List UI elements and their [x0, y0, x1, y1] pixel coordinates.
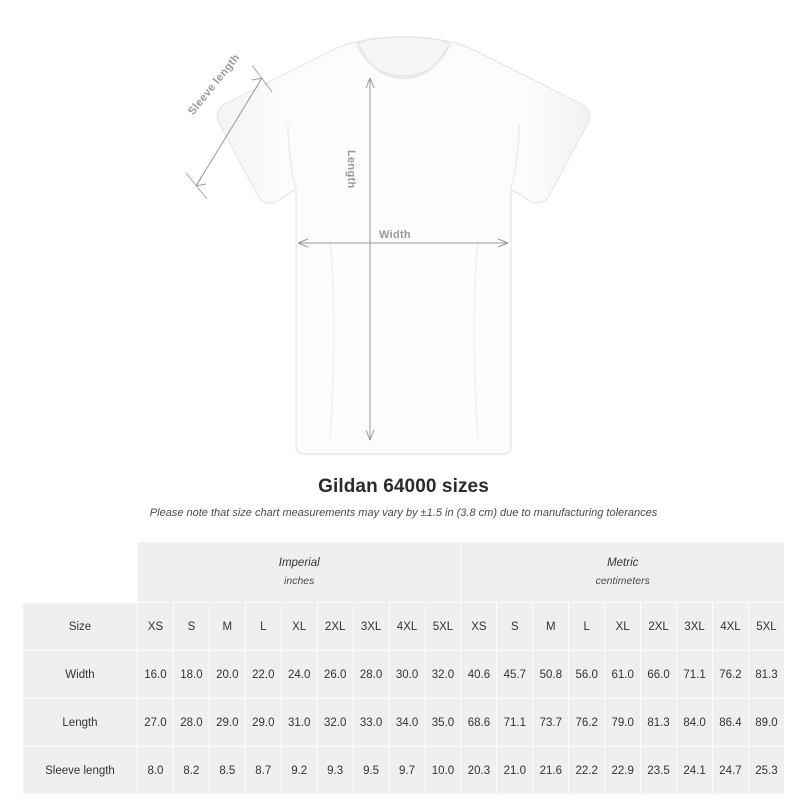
cell-sleeve-metric-4xl: 24.7	[713, 747, 749, 795]
cell-length-imperial-l: 29.0	[245, 699, 281, 747]
cell-width-metric-3xl: 71.1	[677, 651, 713, 699]
cell-length-metric-xs: 68.6	[461, 699, 497, 747]
size-header-metric-xs: XS	[461, 603, 497, 651]
cell-length-metric-l: 76.2	[569, 699, 605, 747]
cell-length-metric-xl: 79.0	[605, 699, 641, 747]
length-label: Length	[345, 150, 357, 189]
row-label-length: Length	[23, 699, 138, 747]
size-header-metric-m: M	[533, 603, 569, 651]
size-header-imperial-s: S	[173, 603, 209, 651]
size-header-metric-2xl: 2XL	[641, 603, 677, 651]
cell-sleeve-imperial-5xl: 10.0	[425, 747, 461, 795]
size-header-imperial-xl: XL	[281, 603, 317, 651]
size-chart-table	[22, 541, 785, 795]
cell-length-metric-4xl: 86.4	[713, 699, 749, 747]
size-header-imperial-xs: XS	[138, 603, 174, 651]
size-header-imperial-2xl: 2XL	[317, 603, 353, 651]
cell-width-imperial-4xl: 30.0	[389, 651, 425, 699]
cell-width-imperial-s: 18.0	[173, 651, 209, 699]
cell-width-metric-xs: 40.6	[461, 651, 497, 699]
row-label-size: Size	[23, 603, 138, 651]
cell-sleeve-metric-2xl: 23.5	[641, 747, 677, 795]
cell-width-imperial-xs: 16.0	[138, 651, 174, 699]
size-header-metric-s: S	[497, 603, 533, 651]
size-header-imperial-m: M	[209, 603, 245, 651]
cell-sleeve-metric-m: 21.6	[533, 747, 569, 795]
size-header-imperial-3xl: 3XL	[353, 603, 389, 651]
cell-sleeve-imperial-xs: 8.0	[138, 747, 174, 795]
row-label-width: Width	[23, 651, 138, 699]
table-row-sleeve-length	[23, 747, 785, 795]
cell-sleeve-metric-xs: 20.3	[461, 747, 497, 795]
system-unit-imperial: inches	[284, 574, 315, 587]
cell-sleeve-imperial-4xl: 9.7	[389, 747, 425, 795]
size-chart-table-wrapper	[22, 541, 785, 795]
cell-sleeve-imperial-2xl: 9.3	[317, 747, 353, 795]
cell-sleeve-imperial-s: 8.2	[173, 747, 209, 795]
tolerance-note: Please note that size chart measurements may vary by ±1.5 in (3.8 cm) due to manufacturing tolerances	[149, 507, 658, 519]
table-row-length	[23, 699, 785, 747]
cell-length-imperial-m: 29.0	[209, 699, 245, 747]
cell-sleeve-metric-xl: 22.9	[605, 747, 641, 795]
cell-width-metric-xl: 61.0	[605, 651, 641, 699]
size-header-metric-xl: XL	[605, 603, 641, 651]
cell-width-metric-5xl: 81.3	[748, 651, 784, 699]
system-unit-metric: centimeters	[595, 574, 650, 587]
cell-width-imperial-xl: 24.0	[281, 651, 317, 699]
size-header-imperial-4xl: 4XL	[389, 603, 425, 651]
sleeve-length-label: Sleeve length	[186, 51, 243, 118]
cell-length-metric-3xl: 84.0	[677, 699, 713, 747]
cell-width-imperial-5xl: 32.0	[425, 651, 461, 699]
systems-row-spacer	[23, 542, 138, 603]
cell-width-metric-l: 56.0	[569, 651, 605, 699]
cell-length-metric-m: 73.7	[533, 699, 569, 747]
cell-width-imperial-l: 22.0	[245, 651, 281, 699]
size-header-metric-5xl: 5XL	[748, 603, 784, 651]
cell-width-metric-m: 50.8	[533, 651, 569, 699]
cell-sleeve-metric-s: 21.0	[497, 747, 533, 795]
cell-length-imperial-3xl: 33.0	[353, 699, 389, 747]
cell-width-imperial-3xl: 28.0	[353, 651, 389, 699]
table-row-sizes	[23, 603, 785, 651]
system-name-imperial: Imperial	[278, 557, 320, 570]
cell-width-imperial-2xl: 26.0	[317, 651, 353, 699]
size-header-metric-4xl: 4XL	[713, 603, 749, 651]
table-row-systems	[23, 542, 785, 603]
cell-width-metric-s: 45.7	[497, 651, 533, 699]
page-title: Gildan 64000 sizes	[318, 476, 489, 497]
system-name-metric: Metric	[607, 557, 639, 570]
cell-length-imperial-5xl: 35.0	[425, 699, 461, 747]
system-header-imperial	[138, 542, 461, 603]
system-header-metric	[461, 542, 785, 603]
width-label: Width	[379, 229, 411, 241]
table-row-width	[23, 651, 785, 699]
size-header-metric-l: L	[569, 603, 605, 651]
cell-width-metric-4xl: 76.2	[713, 651, 749, 699]
cell-sleeve-imperial-3xl: 9.5	[353, 747, 389, 795]
row-label-sleeve-length: Sleeve length	[23, 747, 138, 795]
size-header-metric-3xl: 3XL	[677, 603, 713, 651]
cell-length-metric-s: 71.1	[497, 699, 533, 747]
cell-sleeve-imperial-m: 8.5	[209, 747, 245, 795]
cell-length-imperial-s: 28.0	[173, 699, 209, 747]
cell-sleeve-metric-l: 22.2	[569, 747, 605, 795]
cell-length-metric-5xl: 89.0	[748, 699, 784, 747]
cell-width-metric-2xl: 66.0	[641, 651, 677, 699]
cell-sleeve-metric-3xl: 24.1	[677, 747, 713, 795]
cell-sleeve-imperial-xl: 9.2	[281, 747, 317, 795]
cell-width-imperial-m: 20.0	[209, 651, 245, 699]
cell-length-imperial-xl: 31.0	[281, 699, 317, 747]
cell-length-imperial-xs: 27.0	[138, 699, 174, 747]
cell-length-imperial-2xl: 32.0	[317, 699, 353, 747]
cell-length-metric-2xl: 81.3	[641, 699, 677, 747]
cell-sleeve-imperial-l: 8.7	[245, 747, 281, 795]
size-header-imperial-l: L	[245, 603, 281, 651]
size-header-imperial-5xl: 5XL	[425, 603, 461, 651]
cell-length-imperial-4xl: 34.0	[389, 699, 425, 747]
cell-sleeve-metric-5xl: 25.3	[748, 747, 784, 795]
